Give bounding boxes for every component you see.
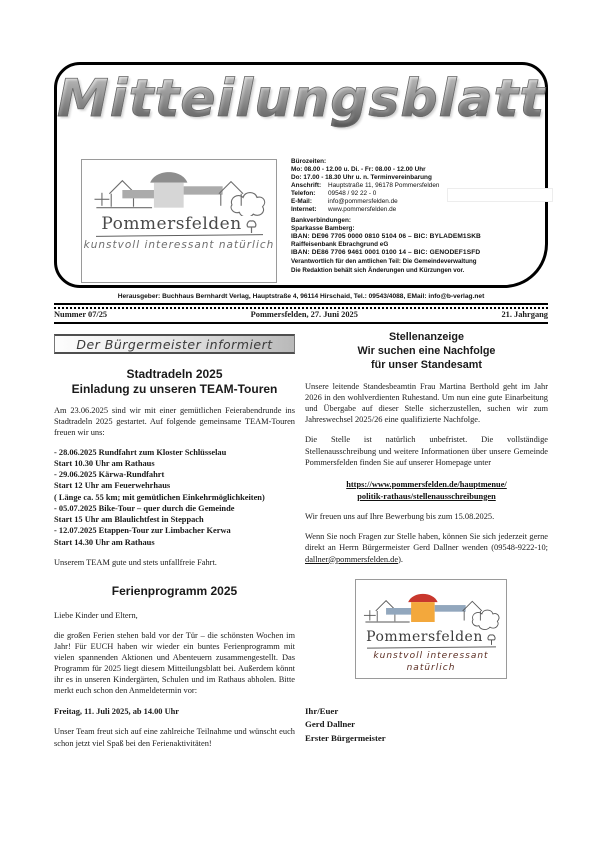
- tour-line: - 28.06.2025 Rundfahrt zum Kloster Schlüsselau: [54, 447, 227, 457]
- publisher-line: Herausgeber: Buchhaus Bernhardt Verlag, Hauptstraße 4, 96114 Hirschaid, Tel.: 09543/4088, EMail: info@b-verlag.net: [117, 293, 485, 300]
- job-posting-link[interactable]: https://www.pommersfelden.de/hauptmenue/: [346, 479, 507, 489]
- bank2-iban: IBAN: DE86 7706 9461 0001 0100 14 – BIC: GENODEF1SFD: [291, 249, 481, 257]
- article-paragraph: [305, 531, 548, 564]
- masthead: [54, 62, 548, 288]
- address-value: Hauptstraße 11, 96178 Pommersfelden: [328, 182, 440, 189]
- logo-wordmark: Pommersfelden: [101, 214, 242, 234]
- paragraph-suffix: ).: [398, 554, 403, 564]
- logo-underline: [366, 646, 495, 648]
- article-paragraph: Am 23.06.2025 sind wir mit einer gemütlichen Feierabendrunde ins Stadtradeln 2025 gestartet. Auf folgende gemeinsame TEAM-Touren freuen wir uns:: [54, 406, 295, 438]
- office-hours-line: Do: 17.00 - 18.30 Uhr u. n. Terminvereinbarung: [291, 174, 432, 181]
- logo-slogan: kunstvoll interessant natürlich: [373, 651, 489, 673]
- office-hours-label: Bürozeiten:: [291, 158, 327, 165]
- phone-value: 09548 / 92 22 - 0: [328, 190, 377, 197]
- registration-date: Freitag, 11. Juli 2025, ab 14.00 Uhr: [54, 707, 180, 717]
- skyline-icon: [361, 586, 501, 630]
- application-deadline: Wir freuen uns auf Ihre Bewerbung bis zum 15.08.2025.: [305, 512, 495, 522]
- article-paragraph: Unsere leitende Standesbeamtin Frau Martina Berthold geht im Jahr 2026 in den wohlverdienten Ruhestand. Um nun eine gute Einarbeitung und Übergabe auf dieser Stelle sicherzustellen, suchen wir zum Jahreswechsel 2025/26 eine qualifizierte Nachfolge.: [305, 382, 548, 425]
- salutation: Liebe Kinder und Eltern,: [54, 610, 138, 620]
- tour-line: ( Länge ca. 55 km; mit gemütlichen Einkehrmöglichkeiten): [54, 492, 265, 502]
- signature-line: Erster Bürgermeister: [305, 732, 386, 743]
- logo-slogan: kunstvoll interessant natürlich: [83, 239, 275, 251]
- divider-rule: [54, 322, 548, 324]
- signature-line: Gerd Dallner: [305, 719, 356, 730]
- article-title-line: Stadtradeln 2025: [126, 367, 223, 381]
- bank1-name: Sparkasse Bamberg:: [291, 225, 355, 232]
- article-paragraph: Unser Team freut sich auf eine zahlreiche Teilnahme und wünscht euch schon jetzt viel Spaß bei den Ferienaktivitäten!: [54, 727, 295, 748]
- tree-icon: [487, 633, 496, 646]
- internet-label: Internet:: [291, 206, 317, 213]
- tour-line: - 29.06.2025 Kärwa-Rundfahrt: [54, 470, 165, 480]
- job-ad-title-line: für unser Standesamt: [371, 359, 482, 372]
- tree-icon: [246, 219, 257, 234]
- paragraph-text: Wenn Sie noch Fragen zur Stelle haben, können Sie sich jederzeit gerne direkt an Herrn Bürgermeister Gerd Dallner wenden (09548-9222-10;: [305, 532, 548, 553]
- job-posting-link[interactable]: politik-rathaus/stellenausschreibungen: [357, 491, 496, 501]
- signature-block: [305, 705, 548, 746]
- article-title-line: Einladung zu unseren TEAM-Touren: [71, 381, 278, 396]
- issue-number: Nummer 07/25: [54, 310, 108, 319]
- divider-rule: [54, 303, 548, 305]
- newsletter-title: Mitteilungsblatt: [57, 69, 546, 129]
- article-paragraph: die großen Ferien stehen bald vor der Tür – die schönsten Wochen im Jahr! Für EUCH haben wir wieder ein buntes Ferienprogramm mit vielen spannenden Aktionen und Abenteuern zusammengestellt. Das Programm für 2025 liegt diesem Mitteilungsblatt bei. Außerdem könnt ihr es in unseren Kindergärten, Schulen und im Rathaus abholen. Bitte merkt euch schon den Anmeldetermin vor:: [54, 630, 295, 696]
- email-label: E-Mail:: [291, 198, 312, 205]
- tour-line: Start 12 Uhr am Feuerwehrhaus: [54, 481, 171, 491]
- bank-label: Bankverbindungen:: [291, 217, 352, 224]
- municipality-logo-color: [355, 579, 507, 679]
- office-hours-line: Mo: 08.00 - 12.00 u. Di. - Fr: 08.00 - 12.00 Uhr: [291, 166, 426, 173]
- website-link[interactable]: www.pommersfelden.de: [328, 206, 397, 213]
- contact-row-internet: [291, 206, 545, 214]
- job-ad-title-line: Stellenanzeige: [388, 331, 464, 343]
- issue-volume: 21. Jahrgang: [501, 310, 548, 319]
- contact-block: [291, 158, 545, 275]
- bank2-name: Raiffeisenbank Ebrachgrund eG: [291, 241, 389, 249]
- tour-line: Start 14.30 Uhr am Rathaus: [54, 537, 155, 547]
- tour-line: Start 10.30 Uhr am Rathaus: [54, 458, 155, 468]
- skyline-icon: [89, 164, 269, 216]
- right-column: [305, 330, 548, 746]
- phone-label: Telefon:: [291, 190, 316, 197]
- bank1-iban: IBAN: DE96 7705 0000 0810 5104 06 – BIC: BYLADEM1SKB: [291, 233, 481, 240]
- responsible-note: Verantwortlich für den amtlichen Teil: Die Gemeindeverwaltung: [291, 258, 477, 266]
- email-link[interactable]: info@pommersfelden.de: [328, 198, 398, 205]
- article-paragraph: Unserem TEAM gute und stets unfallfreie Fahrt.: [54, 557, 217, 567]
- logo-wordmark: Pommersfelden: [366, 628, 483, 645]
- article-title: [54, 367, 295, 396]
- tour-line: Start 15 Uhr am Blaulichtfest in Steppach: [54, 515, 204, 525]
- contact-row-phone: [291, 190, 545, 198]
- left-column: [54, 334, 295, 749]
- dotted-rule: [54, 307, 548, 309]
- tour-line: - 12.07.2025 Etappen-Tour zur Limbacher Kerwa: [54, 526, 231, 536]
- issue-date: Pommersfelden, 27. Juni 2025: [250, 310, 358, 319]
- article-paragraph: Die Stelle ist natürlich unbefristet. Die vollständige Stellenausschreibung und weitere Informationen über unsere Gemeinde Pommersfelden finden Sie auf unserer Homepage unter: [305, 435, 548, 467]
- municipality-logo-grayscale: [81, 159, 277, 283]
- signature-line: Ihr/Euer: [305, 705, 339, 716]
- tour-list: [54, 447, 295, 548]
- responsible-note: Die Redaktion behält sich Änderungen und Kürzungen vor.: [291, 267, 465, 275]
- job-posting-link-block: [305, 479, 548, 503]
- job-ad-title-line: Wir suchen eine Nachfolge: [357, 345, 496, 358]
- job-ad-title: [305, 330, 548, 372]
- tour-line: - 05.07.2025 Bike-Tour – quer durch die Gemeinde: [54, 503, 235, 513]
- issue-row: [54, 310, 548, 319]
- address-label: Anschrift:: [291, 182, 322, 189]
- redaction-box: [447, 188, 553, 202]
- mayor-email-link[interactable]: dallner@pommersfelden.de: [305, 554, 399, 564]
- section-title: Ferienprogramm 2025: [111, 583, 238, 598]
- logo-underline: [96, 234, 263, 237]
- mayor-banner: Der Bürgermeister informiert: [54, 334, 295, 354]
